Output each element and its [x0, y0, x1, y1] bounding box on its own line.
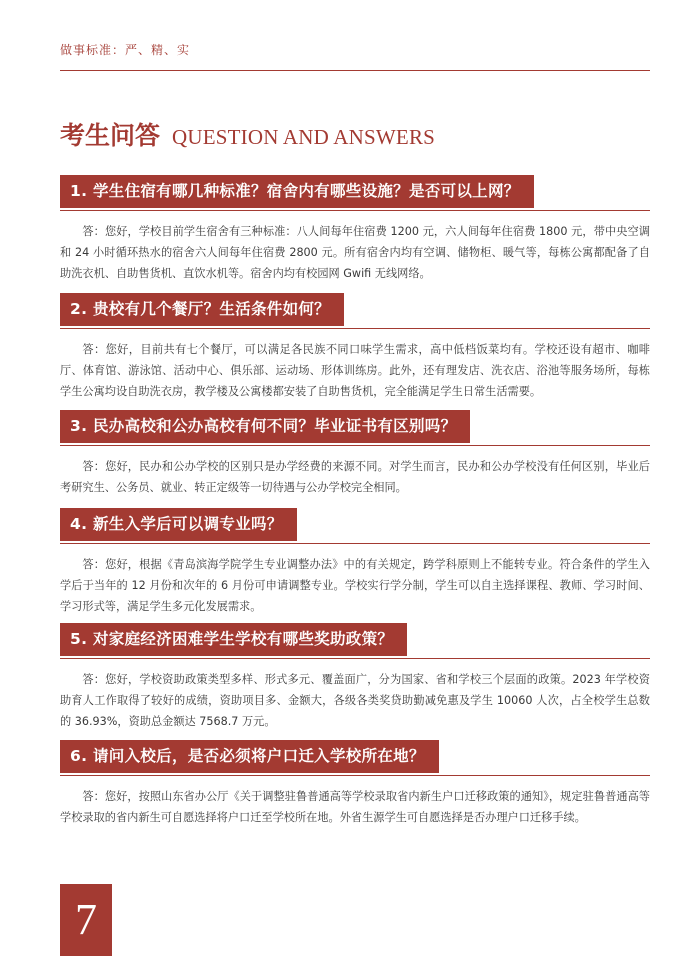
- question-heading: 4. 新生入学后可以调专业吗？: [60, 508, 297, 541]
- qa-item-3: [60, 410, 650, 498]
- answer-text: 答：您好，学校资助政策类型多样、形式多元、覆盖面广，分为国家、省和学校三个层面的政策。2023 年学校资助育人工作取得了较好的成绩，资助项目多、金额大，各级各类奖贷助勤减免惠及学生 10060 人次，占全校学生总数的 36.93%，资助总金额达 7568.7 万元。: [60, 673, 650, 728]
- question-heading: 6. 请问入校后，是否必须将户口迁入学校所在地？: [60, 740, 439, 773]
- page-number: 7: [60, 884, 112, 956]
- section-title-en: QUESTION AND ANSWERS: [172, 125, 436, 149]
- section-title: [60, 116, 435, 150]
- answer-text: 答：您好，根据《青岛滨海学院学生专业调整办法》中的有关规定，跨学科原则上不能转专业。符合条件的学生入学后于当年的 12 月份和次年的 6 月份可申请调整专业。学校实行学分制，学生可以自主选择课程、教师、学习时间、学习形式等，满足学生多元化发展需求。: [60, 558, 650, 613]
- question-divider: [60, 445, 650, 446]
- answer-text: 答：您好，按照山东省办公厅《关于调整驻鲁普通高等学校录取省内新生户口迁移政策的通知》，规定驻鲁普通高等学校录取的省内新生可自愿选择将户口迁至学校所在地。外省生源学生可自愿选择是否办理户口迁移手续。: [60, 790, 650, 824]
- question-divider: [60, 775, 650, 776]
- question-divider: [60, 210, 650, 211]
- question-heading: 5. 对家庭经济困难学生学校有哪些奖助政策？: [60, 623, 407, 656]
- answer-text: 答：您好，目前共有七个餐厅，可以满足各民族不同口味学生需求，高中低档饭菜均有。学校还设有超市、咖啡厅、体育馆、游泳馆、活动中心、俱乐部、运动场、形体训练房。此外，还有理发店、洗衣店、浴池等服务场所，每栋学生公寓均设自助洗衣房，教学楼及公寓楼都安装了自助售货机，完全能满足学生日常生活需要。: [60, 343, 650, 398]
- answer-text: 答：您好，学校目前学生宿舍有三种标准：八人间每年住宿费 1200 元，六人间每年住宿费 1800 元，带中央空调和 24 小时循环热水的宿舍六人间每年住宿费 2800 元。所有宿舍内均有空调、储物柜、暖气等，每栋公寓都配备了自助洗衣机、自助售货机、直饮水机等。宿舍内均有校园网 Gwifi 无线网络。: [60, 225, 650, 280]
- qa-item-5: [60, 623, 650, 732]
- qa-item-4: [60, 508, 650, 617]
- qa-item-2: [60, 293, 650, 402]
- qa-item-6: [60, 740, 650, 828]
- answer-text: 答：您好，民办和公办学校的区别只是办学经费的来源不同。对学生而言，民办和公办学校没有任何区别，毕业后考研究生、公务员、就业、转正定级等一切待遇与公办学校完全相同。: [60, 460, 650, 494]
- question-divider: [60, 328, 650, 329]
- section-title-cn: 考生问答: [60, 121, 161, 150]
- header-motto: 做事标准：严、精、实: [60, 43, 191, 57]
- header-divider: [60, 70, 650, 71]
- qa-item-1: [60, 175, 650, 284]
- question-heading: 2. 贵校有几个餐厅？生活条件如何？: [60, 293, 344, 326]
- question-divider: [60, 658, 650, 659]
- question-heading: 1. 学生住宿有哪几种标准？宿舍内有哪些设施？是否可以上网？: [60, 175, 534, 208]
- question-heading: 3. 民办高校和公办高校有何不同？毕业证书有区别吗？: [60, 410, 470, 443]
- question-divider: [60, 543, 650, 544]
